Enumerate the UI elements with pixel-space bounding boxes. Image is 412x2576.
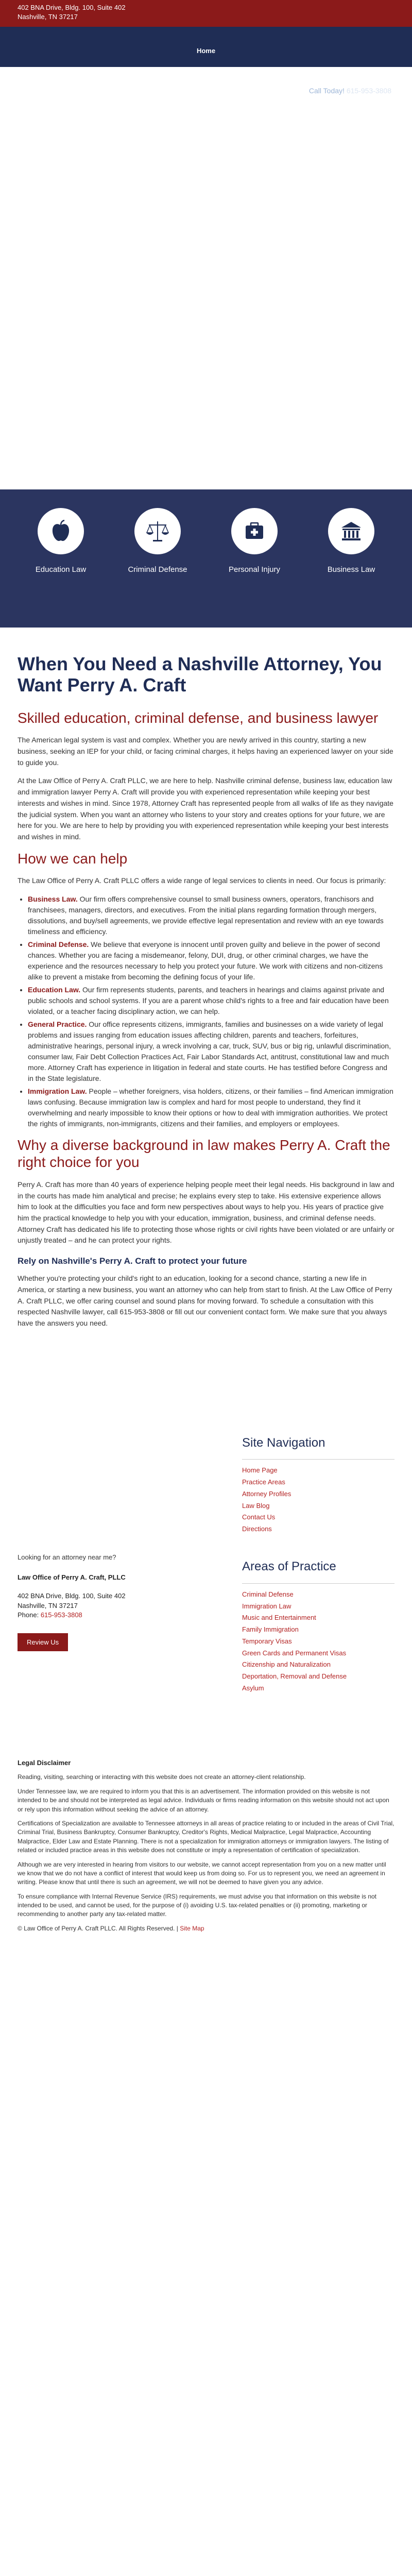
site-nav-link[interactable]: Home Page [242,1466,278,1475]
area-link[interactable]: Deportation, Removal and Defense [242,1672,347,1681]
site-nav-link[interactable]: Directions [242,1525,272,1533]
list-item [242,1523,394,1535]
disclaimer-paragraph: To ensure compliance with Internal Revenue Service (IRS) requirements, we must advise you that information on this website is not intended to be used, and cannot be used, for the purpose of (i) avoiding U.S. tax-related penalties or (ii) promoting, marketing or recommending to another party any tax-related matter. [18,1892,376,1918]
practice-card-business[interactable] [307,508,395,575]
disclaimer-title: Legal Disclaimer [18,1758,71,1767]
main-nav [0,27,412,67]
area-link[interactable]: Green Cards and Permanent Visas [242,1649,347,1657]
list-item [242,1671,394,1683]
intro-heading: Skilled education, criminal defense, and business lawyer [18,709,379,726]
courthouse-icon [328,508,374,554]
disclaimer-paragraph: Although we are very interested in hearing from visitors to our website, we cannot accept representation from you on a new matter until we know that we do not have a conflict of interest that would keep us from doing so. For us to represent you, we need an agreement in writing. Please know that until there is such an agreement, we will not be deemed to have given you any advice. [18,1860,386,1886]
background-paragraph: Perry A. Craft has more than 40 years of experience helping people meet their legal needs. His background in law and in the courts has made him analytical and precise; he explains every step to take. His extensive experience allows him to look at the difficulties you face and form new perspectives about ways to help you. His years of practice give him the practical knowledge to help you with your education, immigration, business, and criminal defense needs. Attorney Craft has dedicated his life to protecting those whose rights or civil rights have been violated or are unfairly or unjustly treated – and he can protect your rights. [18,1180,394,1245]
legal-disclaimer [0,1717,412,1959]
service-item-immigration [28,1086,394,1129]
intro-paragraph-1: The American legal system is vast and complex. Whether you are newly arrived in this country, starting a new business, seeking an IEP for your child, or facing criminal charges, it helps having an experienced lawyer on your side to guide you. [18,736,393,767]
site-nav-link[interactable]: Law Blog [242,1501,270,1510]
footer-phone-row [18,1611,206,1620]
service-title: Education Law. [28,985,81,994]
area-link[interactable]: Music and Entertainment [242,1614,316,1622]
disclaimer-paragraph: Certifications of Specialization are available to Tennessee attorneys in all areas of practice relating to or included in the areas of Civil Trial, Criminal Trial, Business Bankruptcy, Consumer Bankruptcy, Creditor's Rights, Medical Malpractice, Legal Malpractice, Accounting Malpractice, Elder Law and Estate Planning. There is not a specialization for immigration attorneys or immigration lawyers. The listing of related or included practice areas in this website does not constitute or imply a representation of certification of specialization. [18,1819,394,1854]
area-link[interactable]: Family Immigration [242,1625,299,1634]
service-item-business [28,894,394,937]
help-intro: The Law Office of Perry A. Craft PLLC offers a wide range of legal services to clients in need. Our focus is primarily: [18,876,386,885]
divider [242,1583,394,1584]
copyright-text: © Law Office of Perry A. Craft PLLC. All Rights Reserved. [18,1924,175,1932]
list-item [242,1512,394,1523]
review-us-button[interactable]: Review Us [18,1633,68,1651]
area-link[interactable]: Immigration Law [242,1602,291,1610]
background-heading: Why a diverse background in law makes Perry A. Craft the right choice for you [18,1137,390,1171]
practice-card-label: Education Law [35,565,87,574]
footer-address [18,1591,206,1620]
list-item [242,1477,394,1488]
area-link[interactable]: Criminal Defense [242,1590,294,1598]
practice-card-injury[interactable] [211,508,298,575]
service-text: Our firm offers comprehensive counsel to small business owners, operators, franchisors and franchisees, managers, directors, and executives. From the initial plans regarding formation through mergers, dissolutions, and buy/sell agreements, we provide effective legal representation and review with an eye towards timeliness and efficiency. [28,894,384,936]
footer-address-line1: 402 BNA Drive, Bldg. 100, Suite 402 [18,1592,126,1600]
areas-title: Areas of Practice [242,1559,336,1573]
help-heading: How we can help [18,850,128,867]
service-title: Business Law. [28,894,78,903]
services-list [28,894,394,1129]
service-title: General Practice. [28,1020,87,1028]
areas-list [242,1589,394,1694]
list-item [242,1683,394,1694]
service-title: Immigration Law. [28,1087,87,1095]
footer-contact [18,1434,206,1717]
service-text: Our firm represents students, parents, and teachers in hearings and claims against private and public schools and school systems. If you are a parent whose child's rights to a free and fair education have been violated, or a teacher facing disciplinary action, we can help. [28,985,389,1015]
site-nav-title: Site Navigation [242,1435,325,1450]
hero-area [0,67,412,160]
service-title: Criminal Defense. [28,940,89,948]
list-item [242,1612,394,1624]
rely-paragraph: Whether you're protecting your child's right to an education, looking for a second chance, starting a new life in America, or starting a new business, you want an attorney who can help from start to finish. At the Law Office of Perry A. Craft PLLC, we offer caring counsel and sound plans for moving forward. To schedule a consultation with this respected Nashville lawyer, call 615-953-3808 or fill out our convenient contact form. We make sure that you always have the answers you need. [18,1274,392,1327]
service-item-general [28,1019,394,1084]
footer-area [0,1419,412,1717]
area-link[interactable]: Temporary Visas [242,1637,292,1645]
footer-lead: Looking for an attorney near me? [18,1553,116,1561]
hero-call-number: 615-953-3808 [346,87,391,95]
list-item [242,1500,394,1512]
site-nav-link[interactable]: Practice Areas [242,1478,285,1486]
hero-call-prefix: Call Today! [308,87,345,95]
footer-phone-link[interactable]: 615-953-3808 [40,1611,82,1619]
practice-card-criminal[interactable] [114,508,201,575]
service-text: Our office represents citizens, immigrants, families and businesses on a wide variety of legal problems and issues ranging from education issues affecting children, parents and teachers, forfeitures, administrative hearings, personal injury, a wreck involving a car, truck, SUV, bus or big rig, unlawful discrimination, consumer law, Fair Debt Collection Practices Act, Fair Labor Standards Act, antitrust, constitutional law and much more. Attorney Craft has experience in litigation in federal and state courts. He has testified before Congress and in the State legislature. [28,1020,391,1082]
service-text: We believe that everyone is innocent until proven guilty and believe in the power of second chances. Whether you are facing a misdemeanor, felony, DUI, drug, or other criminal charges, we have the experience and the resources necessary to help you protect your future. We work with citizens and non-citizens alike to prevent a mistake from becoming the defining focus of your life. [28,940,383,981]
list-item [242,1636,394,1648]
nav-home-link[interactable]: Home [196,47,216,55]
page-title: When You Need a Nashville Attorney, You Want Perry A. Craft [18,653,382,696]
footer-links [206,1434,394,1717]
hero-call-cta[interactable] [309,86,391,96]
apple-icon [38,508,84,554]
main-content [0,628,412,1357]
practice-card-label: Business Law [327,565,375,574]
practice-card-label: Criminal Defense [128,565,187,574]
intro-paragraph-2: At the Law Office of Perry A. Craft PLLC, we are here to help. Nashville criminal defense, business law, education law and immigration lawyer Perry A. Craft will provide you with experienced representation while keeping your best interests and wishes in mind. Since 1978, Attorney Craft has represented people from all walks of life as they navigate the judicial system. When you want an attorney who listens to your story and creates options for your future, we are here for you. We are here to help by providing you with experienced representation while keeping your best interests and wishes in mind. [18,776,393,841]
list-item [242,1601,394,1613]
service-item-education [28,985,394,1017]
service-text: People – whether foreigners, visa holders, citizens, or their families – find American immigration laws confusing. Because immigration law is complex and hard for most people to understand, they find it overwhelming and nearly impossible to know their options or how to deal with immigration authorities. We protect the rights of immigrants, non-immigrants, citizens and their families, and employers or employees. [28,1087,393,1128]
practice-card-education[interactable] [17,508,105,575]
topbar-address-line1: 402 BNA Drive, Bldg. 100, Suite 402 [18,4,126,11]
scales-icon [134,508,181,554]
list-item [242,1624,394,1636]
footer-firm-name: Law Office of Perry A. Craft, PLLC [18,1573,126,1581]
area-link[interactable]: Citizenship and Naturalization [242,1660,331,1669]
list-item [242,1659,394,1671]
site-nav-link[interactable]: Contact Us [242,1513,276,1521]
footer-address-line2: Nashville, TN 37217 [18,1601,78,1609]
site-nav-list [242,1465,394,1535]
list-item [242,1465,394,1477]
list-item [242,1648,394,1659]
copyright-line: © Law Office of Perry A. Craft PLLC. All Rights Reserved. | Site Map [18,1924,204,1932]
site-nav-link[interactable]: Attorney Profiles [242,1489,291,1498]
list-item [242,1488,394,1500]
section-gap [0,1357,412,1419]
hero-spacer [0,160,412,489]
service-item-criminal [28,939,394,982]
practice-band [0,489,412,628]
first-aid-icon [231,508,278,554]
list-item [242,1589,394,1601]
top-contact-bar [0,0,412,27]
disclaimer-paragraph: Reading, visiting, searching or interacting with this website does not create an attorney-client relationship. [18,1773,306,1781]
sitemap-link[interactable]: Site Map [180,1924,204,1932]
divider [242,1459,394,1460]
rely-heading: Rely on Nashville's Perry A. Craft to protect your future [18,1256,247,1266]
footer-phone-label: Phone: [18,1611,39,1619]
disclaimer-paragraph: Under Tennessee law, we are required to inform you that this is an advertisement. The information provided on this website is not intended to be and should not be interpreted as legal advice. Individuals or firms reading information on this website should not act upon or rely upon this information without seeking the advice of an attorney. [18,1787,389,1813]
topbar-address-line2: Nashville, TN 37217 [18,12,78,21]
area-link[interactable]: Asylum [242,1684,264,1692]
practice-card-label: Personal Injury [228,565,281,574]
